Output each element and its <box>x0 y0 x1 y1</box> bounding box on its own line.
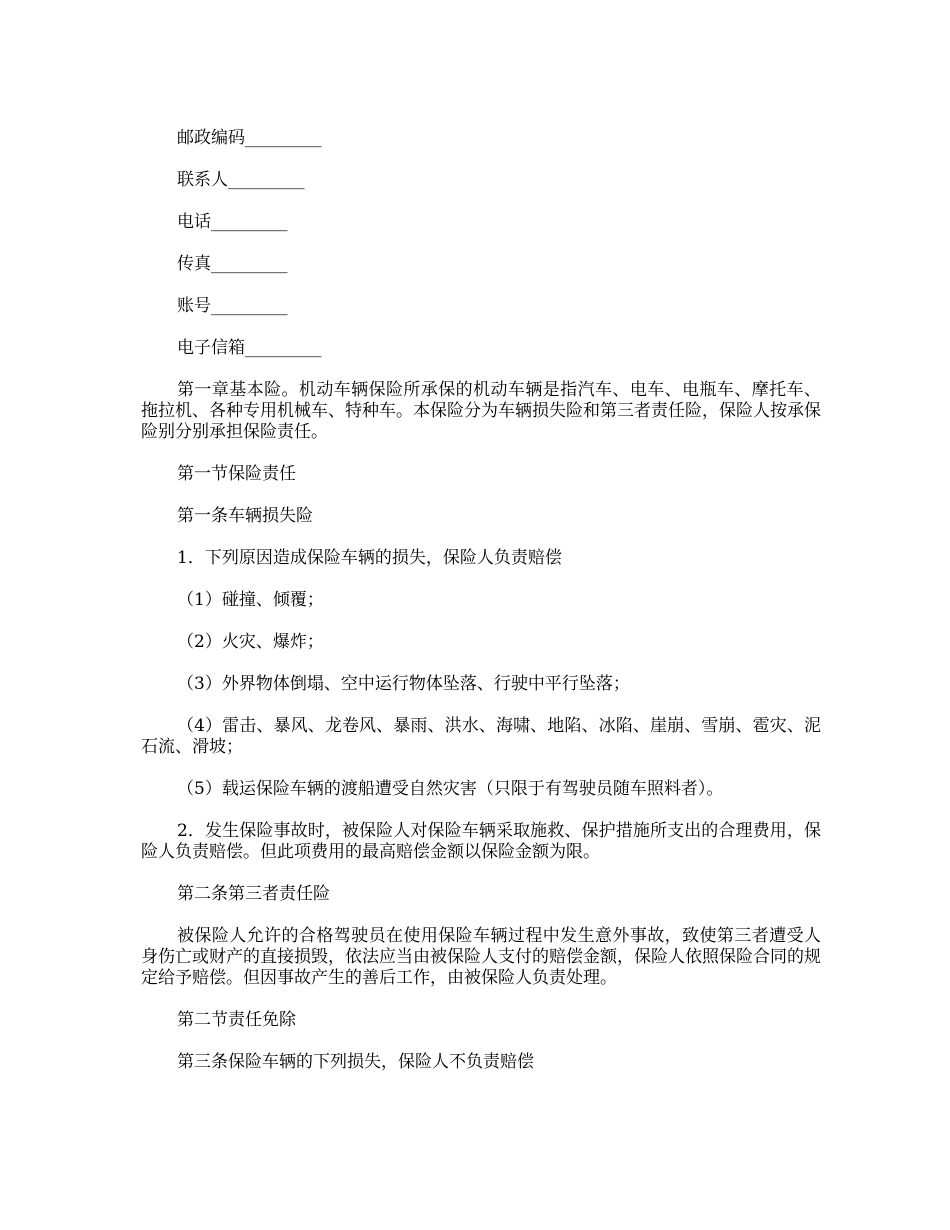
article-two-paragraph: 被保险人允许的合格驾驶员在使用保险车辆过程中发生意外事故，致使第三者遭受人身伤亡或财产的直接损毁，依法应当由被保险人支付的赔偿金额，保险人依照保险合同的规定给予赔偿。但因事故产生的善后工作，由被保险人负责处理。 <box>141 926 821 988</box>
section-one-heading: 第一节保险责任 <box>177 464 296 484</box>
list-item-1: 1．下列原因造成保险车辆的损失，保险人负责赔偿 <box>177 548 562 568</box>
list-subitem-5: （5）载运保险车辆的渡船遭受自然灾害（只限于有驾驶员随车照料者）。 <box>177 779 724 799</box>
account-field: 账号_________ <box>177 296 288 316</box>
email-field: 电子信箱_________ <box>177 338 322 358</box>
phone-field: 电话_________ <box>177 212 288 232</box>
list-subitem-2: （2）火灾、爆炸； <box>177 632 324 652</box>
article-three-heading: 第三条保险车辆的下列损失，保险人不负责赔偿 <box>177 1052 534 1072</box>
contact-person-field: 联系人_________ <box>177 170 305 190</box>
list-item-2: 2．发生保险事故时，被保险人对保险车辆采取施救、保护措施所支出的合理费用，保险人负责赔偿。但此项费用的最高赔偿金额以保险金额为限。 <box>141 821 821 862</box>
document-page <box>141 128 821 1094</box>
list-subitem-4: （4）雷击、暴风、龙卷风、暴雨、洪水、海啸、地陷、冰陷、崖崩、雪崩、雹灾、泥石流、滑坡； <box>141 716 821 757</box>
fax-field: 传真_________ <box>177 254 288 274</box>
article-two-heading: 第二条第三者责任险 <box>177 884 330 904</box>
list-subitem-1: （1）碰撞、倾覆； <box>177 590 324 610</box>
article-one-heading: 第一条车辆损失险 <box>177 506 313 526</box>
chapter-one-paragraph: 第一章基本险。机动车辆保险所承保的机动车辆是指汽车、电车、电瓶车、摩托车、拖拉机、各种专用机械车、特种车。本保险分为车辆损失险和第三者责任险，保险人按承保险别分别承担保险责任。 <box>141 380 821 442</box>
list-subitem-3: （3）外界物体倒塌、空中运行物体坠落、行驶中平行坠落； <box>177 674 630 694</box>
postal-code-field: 邮政编码_________ <box>177 128 322 148</box>
section-two-heading: 第二节责任免除 <box>177 1010 296 1030</box>
